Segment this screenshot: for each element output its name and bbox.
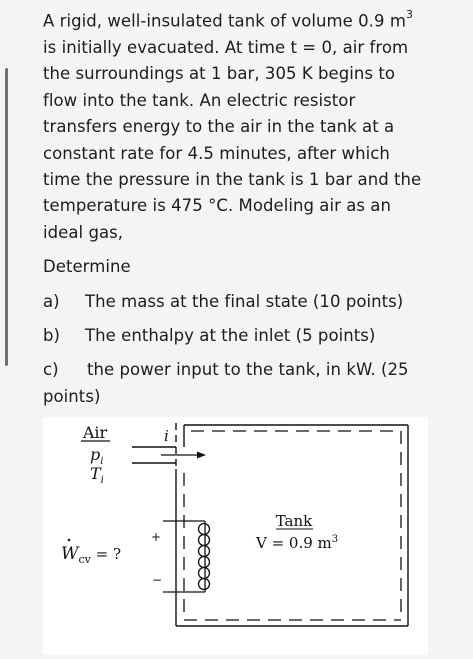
volume-exponent: 3	[405, 8, 413, 21]
tank-diagram-svg	[43, 417, 428, 655]
power-label: $W_{cv}$ = ?	[61, 544, 122, 566]
tank-volume: V = 0.9 $m^3$	[256, 534, 339, 552]
problem-line-5: transfers energy to the air in the tank at a	[43, 117, 395, 137]
inlet-arrowhead	[197, 452, 206, 459]
resistor-coil	[199, 521, 210, 592]
question-b-text: The enthalpy at the inlet (5 points)	[85, 325, 376, 345]
problem-line-4: flow into the tank. An electric resistor	[43, 90, 356, 110]
problem-line-1: A rigid, well-insulated tank of volume 0.9 $m^3$	[43, 8, 413, 31]
inlet-air-label: Air	[82, 423, 108, 442]
inlet-temperature: $T_i$	[90, 464, 104, 486]
inlet-index: i	[164, 427, 169, 445]
tank-diagram	[43, 417, 428, 655]
tank-label: Tank	[275, 512, 313, 530]
problem-line-2: is initially evacuated. At time t = 0, air from	[43, 37, 409, 57]
determine-heading: Determine	[43, 257, 131, 277]
problem-line-9: ideal gas,	[43, 222, 124, 242]
problem-line-3: the surroundings at 1 bar, 305 K begins to	[43, 64, 396, 84]
minus-terminal: −	[152, 573, 163, 587]
power-rate-dot	[68, 539, 71, 542]
question-c-label: c)	[43, 360, 59, 380]
question-c	[43, 357, 461, 383]
question-b-label: b)	[43, 325, 61, 345]
problem-statement	[43, 4, 461, 410]
question-c-text: the power input to the tank, in kW. (25	[87, 360, 409, 380]
problem-line-7: time the pressure in the tank is 1 bar and the	[43, 169, 422, 189]
problem-line-8: temperature is 475 °C. Modeling air as an	[43, 196, 391, 216]
plus-terminal: +	[151, 530, 162, 544]
question-a	[43, 289, 461, 315]
question-c-continued: points)	[43, 386, 101, 406]
inlet-pressure: $p_i$	[90, 445, 104, 467]
question-a-label: a)	[43, 291, 60, 311]
scrollbar[interactable]	[5, 68, 8, 366]
question-b	[43, 323, 461, 349]
question-a-text: The mass at the final state (10 points)	[85, 291, 404, 311]
problem-line-6: constant rate for 4.5 minutes, after which	[43, 143, 390, 163]
